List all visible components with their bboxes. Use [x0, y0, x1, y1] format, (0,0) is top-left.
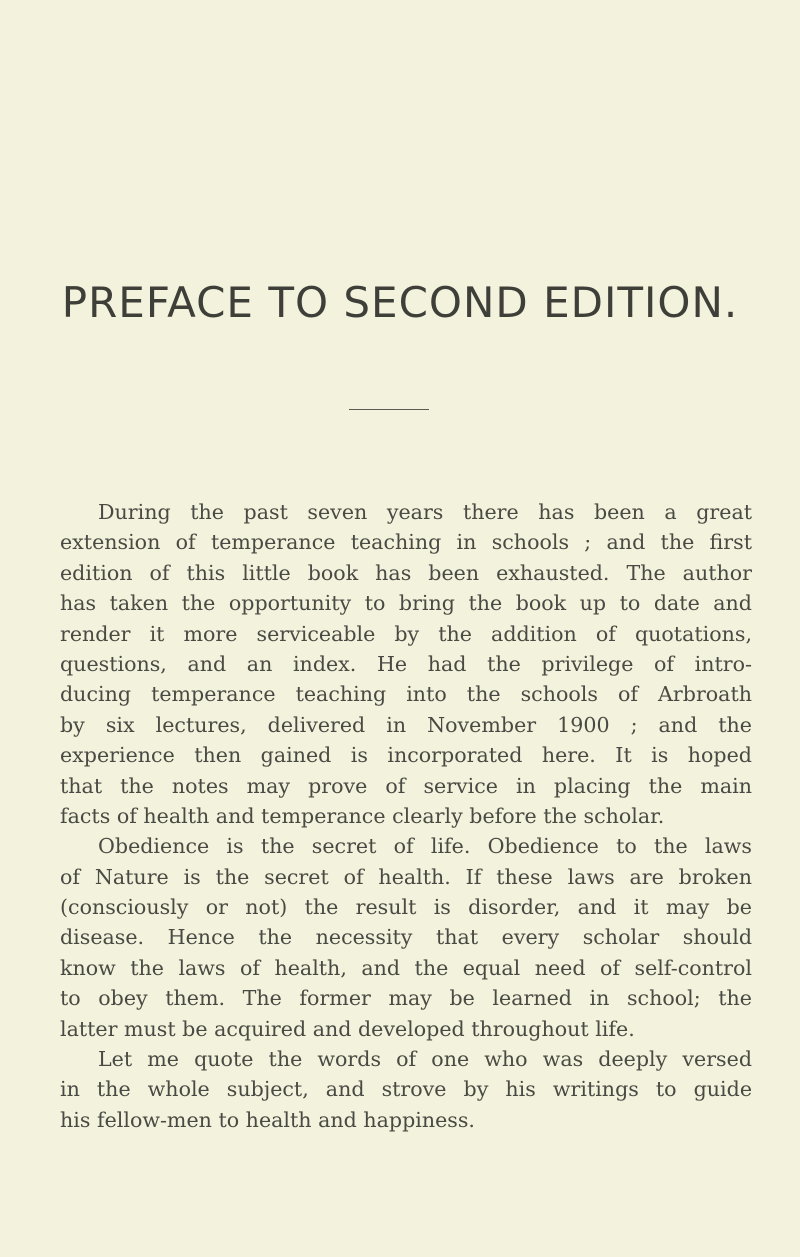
- text-line: his fellow-men to health and happiness.: [60, 1107, 475, 1132]
- text-line: by six lectures, delivered in November 1900 ; and the: [60, 712, 752, 737]
- text-line: edition of this little book has been exhausted. The author: [60, 560, 752, 585]
- text-line: of Nature is the secret of health. If these laws are broken: [60, 864, 752, 889]
- text-line: Obedience is the secret of life. Obedience to the laws: [98, 834, 752, 859]
- text-line: latter must be acquired and developed throughout life.: [60, 1016, 635, 1041]
- text-line: disease. Hence the necessity that every scholar should: [60, 925, 752, 950]
- page-title: PREFACE TO SECOND EDITION.: [61, 278, 739, 327]
- text-line: experience then gained is incorporated here. It is hoped: [60, 743, 752, 768]
- text-line: questions, and an index. He had the privilege of intro-: [60, 651, 752, 676]
- text-line: facts of health and temperance clearly before the scholar.: [60, 803, 665, 828]
- text-line: has taken the opportunity to bring the book up to date and: [60, 591, 752, 616]
- text-line: to obey them. The former may be learned in school; the: [60, 986, 752, 1011]
- text-line: ducing temperance teaching into the schools of Arbroath: [60, 682, 752, 707]
- text-line: in the whole subject, and strove by his writings to guide: [60, 1077, 752, 1102]
- text-line: Let me quote the words of one who was deeply versed: [98, 1047, 752, 1072]
- text-line: know the laws of health, and the equal need of self-control: [60, 955, 752, 980]
- title-divider: [349, 409, 429, 410]
- text-line: extension of temperance teaching in schools ; and the first: [60, 530, 752, 555]
- text-line: During the past seven years there has been a great: [98, 500, 752, 524]
- text-line: (consciously or not) the result is disorder, and it may be: [60, 895, 752, 920]
- text-line: that the notes may prove of service in placing the main: [60, 773, 752, 798]
- text-line: render it more serviceable by the addition of quotations,: [60, 621, 752, 646]
- preface-body: [60, 497, 752, 1135]
